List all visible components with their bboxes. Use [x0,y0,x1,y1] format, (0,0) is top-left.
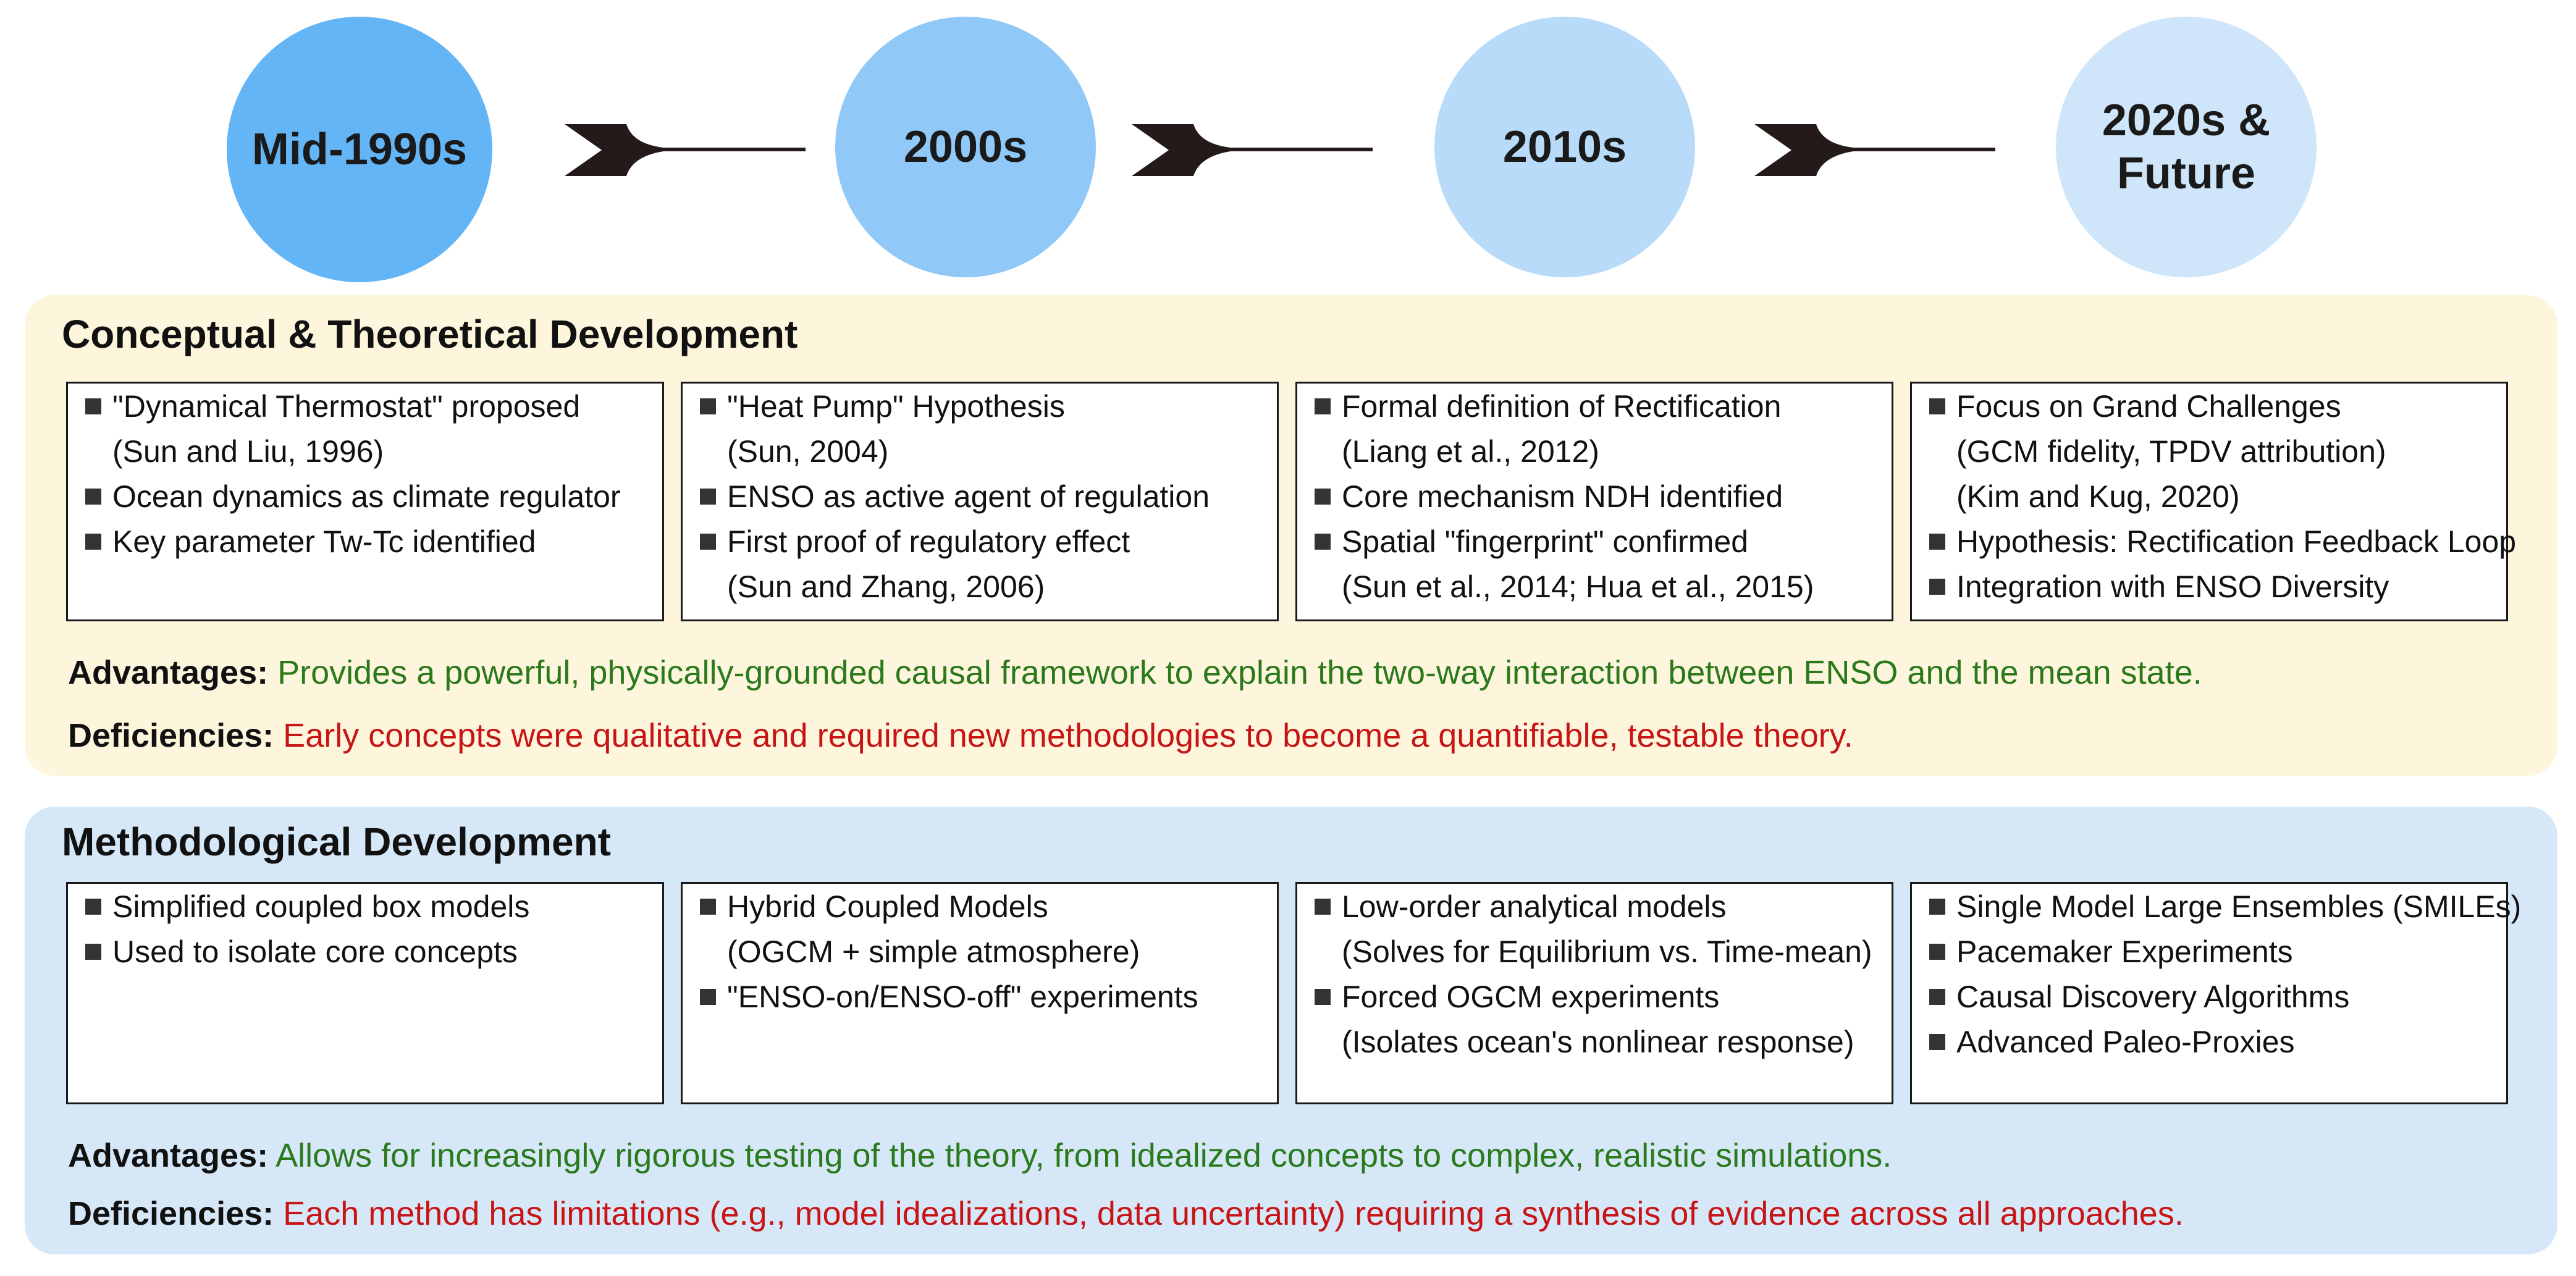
card-line-text: Forced OGCM experiments [1342,980,1720,1014]
card-citation-line [727,936,1140,967]
square-bullet-icon [1929,899,1945,915]
section-title: Methodological Development [62,820,611,864]
card-bullet-item [1930,569,2389,604]
card-line-text: (Liang et al., 2012) [1342,434,1599,469]
deficiencies-text: Early concepts were qualitative and required new methodologies to become a quantifiable, testable theory. [283,717,1853,754]
card-line-text: (Sun and Liu, 1996) [112,434,384,469]
card-bullet-item [1316,980,1720,1014]
card-line-text: Focus on Grand Challenges [1956,389,2341,424]
card-citation-line [1342,436,1599,467]
advantages-label: Advantages: [68,1137,269,1174]
card-line-text: Hypothesis: Rectification Feedback Loop [1956,524,2517,559]
card-citation-line [1342,1026,1854,1057]
square-bullet-icon [1315,534,1331,550]
square-bullet-icon [1929,398,1945,414]
card-bullet-item [1316,524,1749,559]
card-line-text: Used to isolate core concepts [112,934,518,969]
square-bullet-icon [1315,989,1331,1005]
card-citation-line [112,436,384,467]
card-line-text: Advanced Paleo-Proxies [1956,1025,2295,1059]
card-line-text: Low-order analytical models [1342,889,1727,924]
square-bullet-icon [1929,944,1945,960]
concept-card-2010s [1295,382,1893,621]
card-bullet-item [1316,389,1782,424]
square-bullet-icon [700,398,716,414]
era-2020s-future-circle [2056,17,2317,277]
advantages-label: Advantages: [68,654,269,691]
card-bullet-item [86,934,518,969]
card-bullet-item [86,524,536,559]
square-bullet-icon [1929,1034,1945,1050]
card-citation-line [727,571,1045,602]
card-line-text: Key parameter Tw-Tc identified [112,524,536,559]
card-line-text: Simplified coupled box models [112,889,530,924]
square-bullet-icon [85,489,101,505]
square-bullet-icon [85,899,101,915]
card-bullet-item [1930,389,2341,424]
deficiencies-label: Deficiencies: [68,717,274,754]
era-2000s-circle [835,17,1096,277]
timeline-arrow-icon [1132,119,1379,181]
concept-card-mid-1990s [66,382,664,621]
card-line-text: Hybrid Coupled Models [727,889,1048,924]
square-bullet-icon [700,489,716,505]
card-line-text: (OGCM + simple atmosphere) [727,934,1140,969]
card-line-text: (Solves for Equilibrium vs. Time-mean) [1342,934,1872,969]
card-line-text: ENSO as active agent of regulation [727,479,1210,514]
era-label: 2000s [903,122,1028,172]
square-bullet-icon [1929,579,1945,595]
advantages-row [68,656,2202,689]
method-card-mid-1990s [66,882,664,1104]
square-bullet-icon [85,534,101,550]
deficiencies-label: Deficiencies: [68,1195,274,1232]
square-bullet-icon [1315,398,1331,414]
card-line-text: Single Model Large Ensembles (SMILEs) [1956,889,2522,924]
card-bullet-item [1930,980,2350,1014]
card-line-text: Spatial "fingerprint" confirmed [1342,524,1749,559]
card-line-text: Ocean dynamics as climate regulator [112,479,621,514]
card-bullet-item [701,980,1198,1014]
card-line-text: "Dynamical Thermostat" proposed [112,389,581,424]
era-2010s-circle [1434,17,1695,277]
card-line-text: Causal Discovery Algorithms [1956,980,2350,1014]
era-label: Mid-1990s [251,124,468,174]
advantages-row [68,1139,1892,1172]
card-citation-line [1956,481,2240,512]
card-line-text: Formal definition of Rectification [1342,389,1782,424]
advantages-text: Provides a powerful, physically-grounded causal framework to explain the two-way interaction between ENSO and the mean state. [277,654,2202,691]
card-bullet-item [701,524,1130,559]
card-bullet-item [1930,524,2517,559]
concept-card-2020s [1910,382,2517,621]
card-bullet-item [701,479,1210,514]
card-line-text: Core mechanism NDH identified [1342,479,1783,514]
deficiencies-row [68,719,1853,752]
card-citation-line [1342,936,1872,967]
square-bullet-icon [1929,534,1945,550]
section-title: Conceptual & Theoretical Development [62,312,798,356]
card-bullet-item [1930,934,2293,969]
square-bullet-icon [700,989,716,1005]
concept-card-2000s [681,382,1279,621]
square-bullet-icon [85,944,101,960]
card-citation-line [1342,571,1814,602]
method-card-2000s [681,882,1279,1104]
card-line-text: Pacemaker Experiments [1956,934,2293,969]
card-citation-line [727,436,888,467]
deficiencies-text: Each method has limitations (e.g., model idealizations, data uncertainty) requiring a synthesis of evidence across all approaches. [283,1195,2184,1232]
card-line-text: (Isolates ocean's nonlinear response) [1342,1025,1854,1059]
card-line-text: "Heat Pump" Hypothesis [727,389,1065,424]
card-line-text: (GCM fidelity, TPDV attribution) [1956,434,2386,469]
card-bullet-item [1930,889,2522,924]
card-bullet-item [701,889,1048,924]
card-line-text: (Sun et al., 2014; Hua et al., 2015) [1342,569,1814,604]
square-bullet-icon [700,899,716,915]
card-line-text: (Sun and Zhang, 2006) [727,569,1045,604]
era-label: 2020s & Future [2102,95,2271,198]
square-bullet-icon [1929,989,1945,1005]
timeline-arrow-icon [1754,119,2001,181]
square-bullet-icon [1315,899,1331,915]
advantages-text: Allows for increasingly rigorous testing of the theory, from idealized concepts to complex, realistic simulations. [276,1137,1892,1174]
square-bullet-icon [85,398,101,414]
card-line-text: "ENSO-on/ENSO-off" experiments [727,980,1198,1014]
card-line-text: First proof of regulatory effect [727,524,1130,559]
card-bullet-item [86,889,530,924]
card-bullet-item [1316,479,1783,514]
method-card-2020s [1910,882,2522,1104]
card-citation-line [1956,436,2386,467]
card-bullet-item [1316,889,1727,924]
conceptual-section [25,295,2557,776]
deficiencies-row [68,1197,2184,1230]
card-bullet-item [86,479,621,514]
card-bullet-item [86,389,581,424]
timeline-arrow-icon [565,119,812,181]
card-line-text: Integration with ENSO Diversity [1956,569,2389,604]
card-bullet-item [1930,1025,2295,1059]
card-line-text: (Sun, 2004) [727,434,889,469]
square-bullet-icon [700,534,716,550]
square-bullet-icon [1315,489,1331,505]
era-mid-1990s-circle [227,17,492,282]
method-card-2010s [1295,882,1893,1104]
card-line-text: (Kim and Kug, 2020) [1956,479,2240,514]
card-bullet-item [701,389,1065,424]
era-label: 2010s [1502,122,1627,172]
methodological-section [25,807,2557,1254]
